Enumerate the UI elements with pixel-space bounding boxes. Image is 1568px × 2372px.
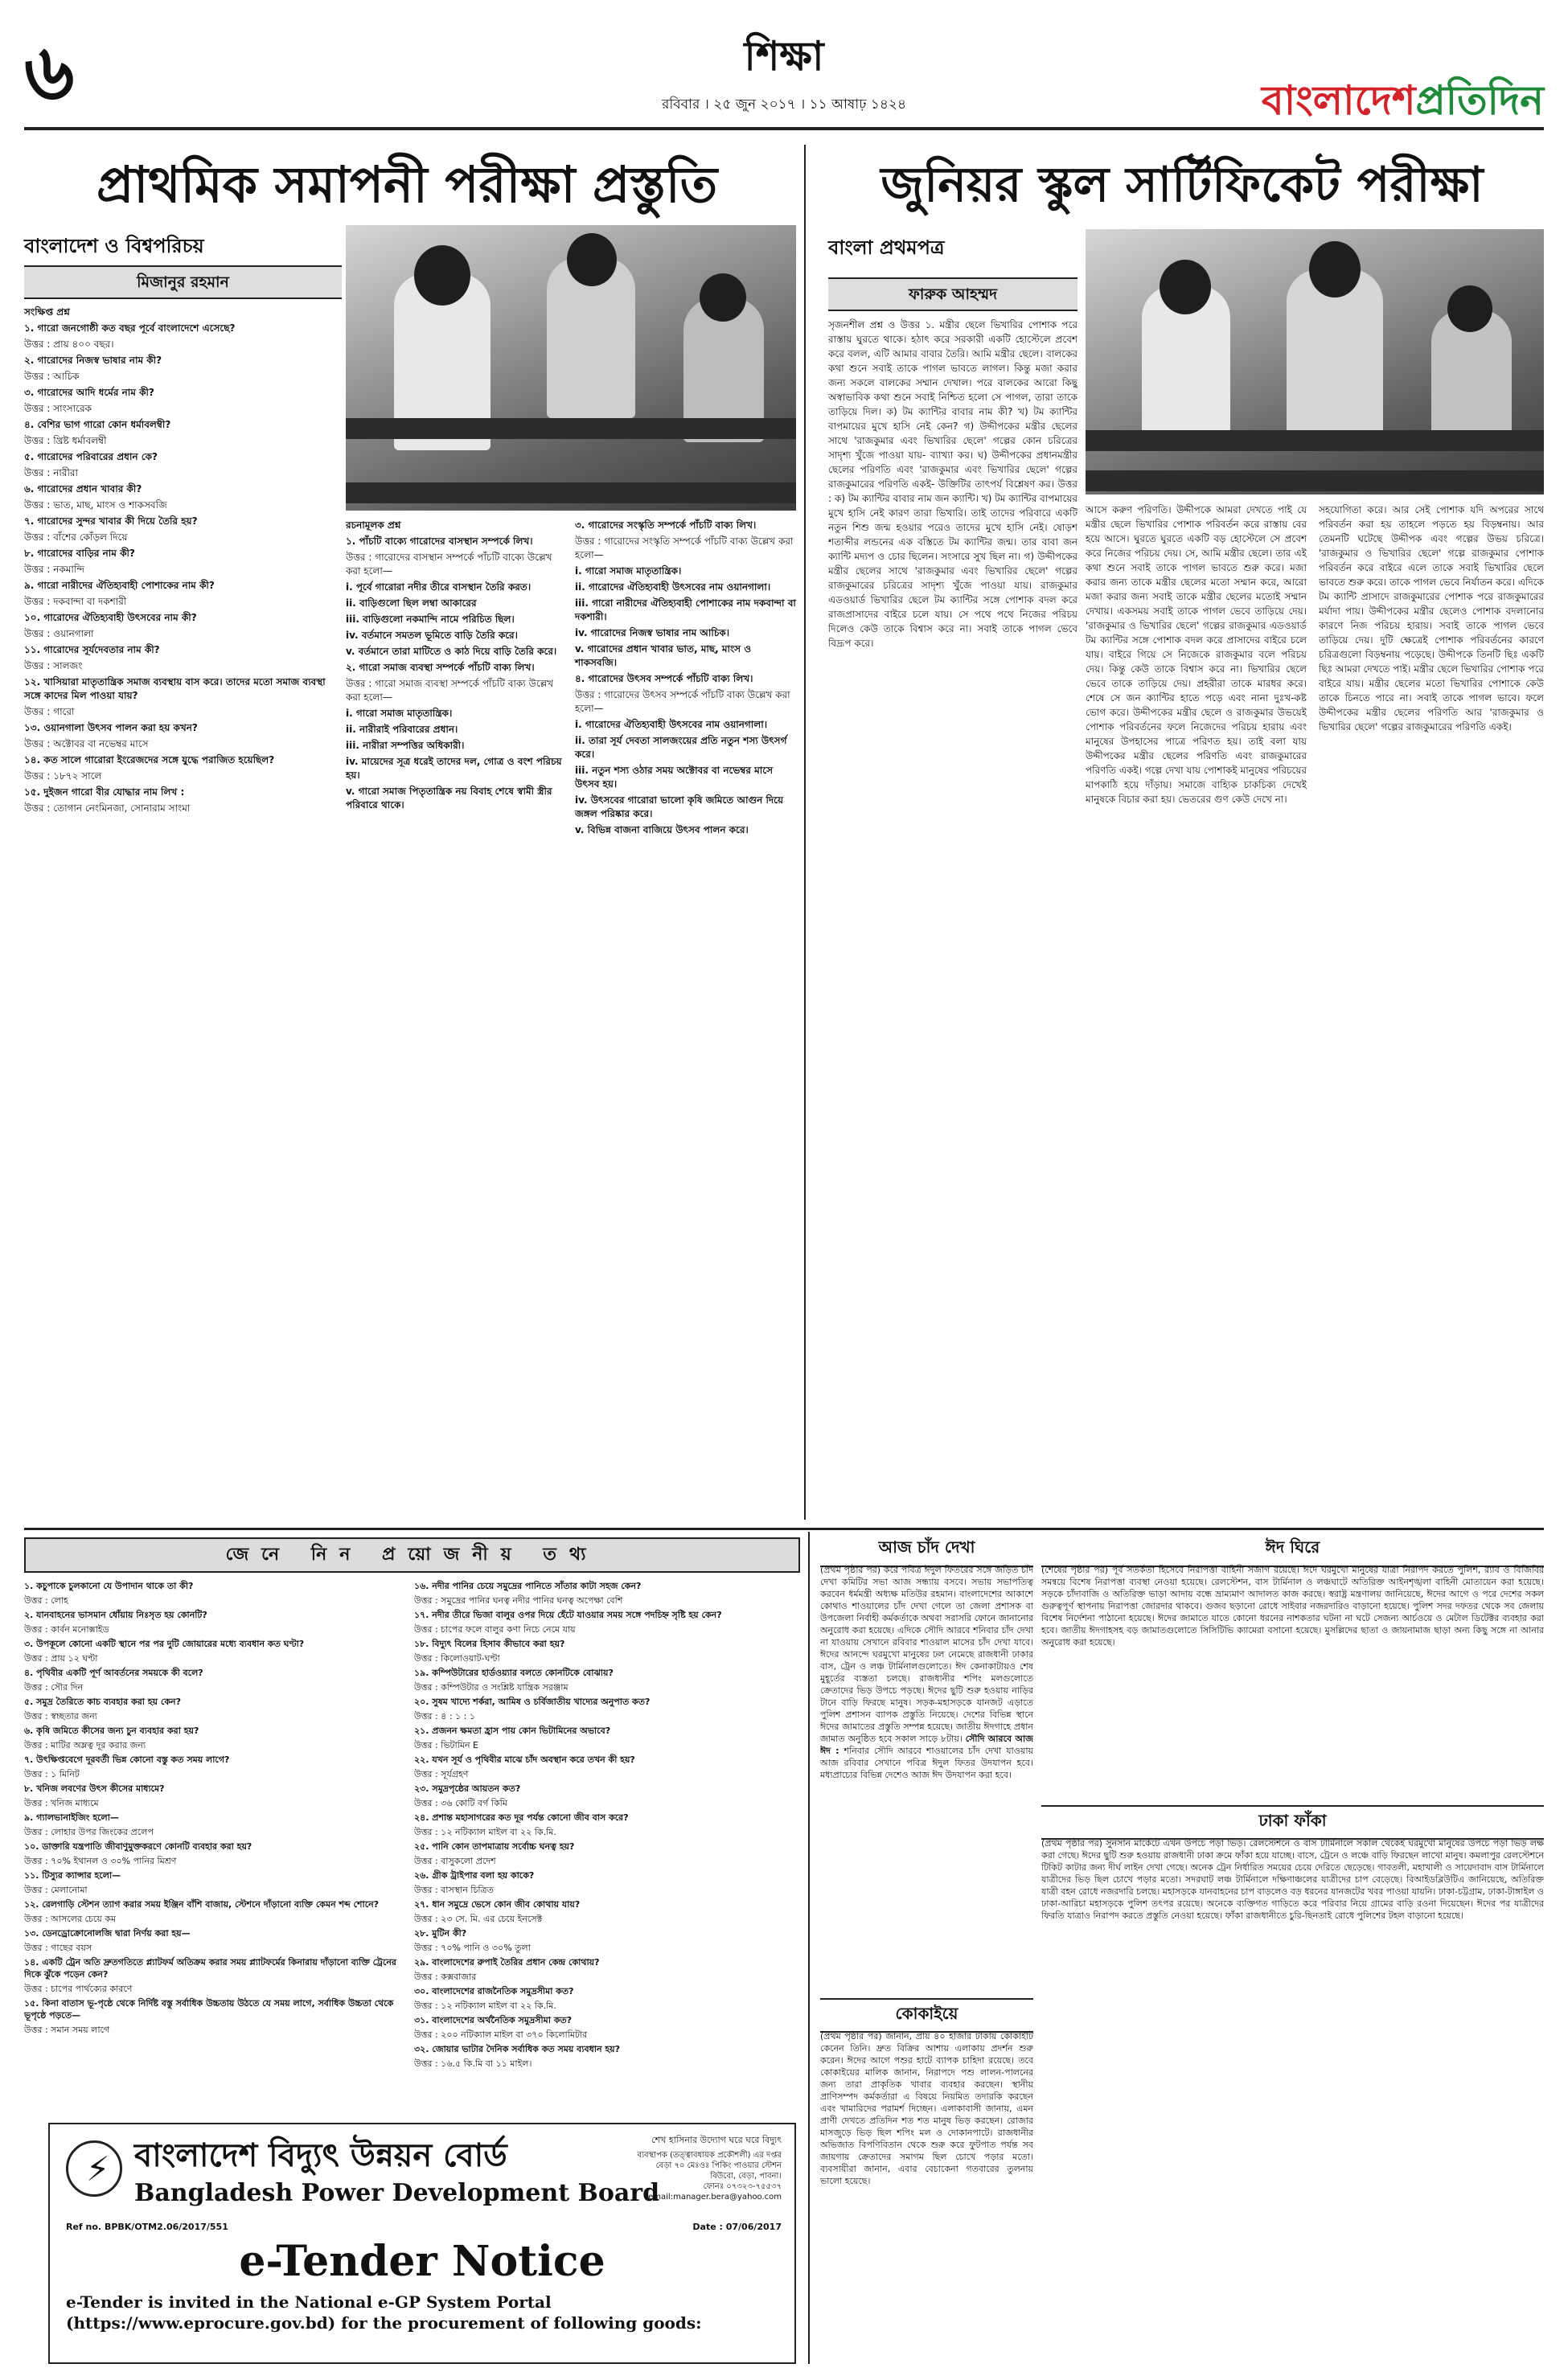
gk-line: ৩. উপকূলে কোনো একটি স্থানে পর পর দুটি জোয়ারের মধ্যে ব্যবধান কত ঘণ্টা?: [24, 1639, 305, 1649]
gk-line: ১৯. কম্পিউটারের হার্ডওয়্যার বলতে কোনটিকে বোঝায়?: [414, 1668, 614, 1678]
gk-line: ১১. টিস্যুর ক্যান্সার হলো—: [24, 1870, 121, 1881]
kokatu-text: (প্রথম পৃষ্ঠার পর) জানান, প্রায় ৪০ হাজার টাকায় কোকাইটি কেনেন তিনি। দ্রুত বিক্রির আশায় এলাকায় প্রদর্শন শুরু করেন। ঈদের আগে পশুর হাটে ব্যাপক চাহিদা রয়েছে। তবে কোকাইয়ের মালিক জানান, নিরাপদে পশু লালন-পালনের জন্য তারা প্রাকৃতিক খাবার ব্যবহার করছেন। স্থানীয় প্রাণিসম্পদ কর্মকর্তারা এ বিষয়ে নিয়মিত তদারকি করছেন এবং খামারিদের পরামর্শ দিচ্ছেন। এলাকাবাসী জানায়, এমন প্রাণী দেখতে প্রতিদিন শত শত মানুষ ভিড় করছেন। রোজার মাসজুড়ে ভিড় ছিল শপিং মল ও দোকানপাটে। রাজধানীর অভিজাত বিপণিবিতান থেকে শুরু করে ফুটপাত পর্যন্ত সব জায়গায় ক্রেতাদের সমাগম ছিল চোখে পড়ার মতো। ব্যবসায়ীরা জানান, এবার বেচাকেনা গতবারের তুলনায় ভালো হয়েছে।: [820, 2031, 1033, 2186]
tender-office: [613, 2150, 782, 2202]
gk-line: ২৫. পানি কোন তাপমাত্রায় সর্বোচ্চ ঘনত্ব হয়?: [414, 1841, 575, 1852]
qa-line: উত্তর : অক্টোবর বা নভেম্বর মাসে: [24, 738, 149, 749]
gk-line: উত্তর : কম্পিউটার ও সংশ্লিষ্ট যান্ত্রিক সরঞ্জাম: [414, 1682, 569, 1693]
gk-line: উত্তর : বাসস্থান চিত্রিত: [414, 1885, 494, 1895]
creative-line: উত্তর : গারোদের সংস্কৃতি সম্পর্কে পাঁচটি বাক্য উল্লেখ করা হলো—: [575, 536, 794, 560]
office-line: ব্যবস্থাপক (তত্ত্বাবধায়ক প্রকৌশলী) এর দপ্তর: [637, 2151, 782, 2160]
tender-date: Date : 07/06/2017: [692, 2222, 782, 2232]
creative-line: i. গারোদের ঐতিহ্যবাহী উৎসবের নাম ওয়ানগালা।: [575, 719, 767, 730]
gk-line: ২৪. প্রশান্ত মহাসাগরের কত দূর পর্যন্ত কোনো জীব বাস করে?: [414, 1812, 629, 1823]
gk-title: জেনে নিন প্রয়োজনীয় তথ্য: [225, 1545, 599, 1565]
qa-line: উত্তর : গারো: [24, 706, 75, 717]
creative-line: iii. বাড়িগুলো নকমান্দি নামে পরিচিত ছিল।: [346, 614, 515, 625]
right-author: ফারুক আহম্মদ: [908, 285, 998, 303]
gk-line: উত্তর : সূর্যগ্রহণ: [414, 1769, 469, 1779]
dhaka-text: (প্রথম পৃষ্ঠার পর) সুনসান মার্কেটে এখন উপচে পড়া ভিড়। রেলস্টেশনে ও বাস টার্মিনালে সকাল থেকেই ঘরমুখো মানুষের উপচে পড়া ভিড় লক্ষ করা গেছে। ঈদের ছুটি শুরু হওয়ায় রাজধানী ঢাকা ক্রমে ফাঁকা হয়ে যাচ্ছে। বাসে, ট্রেনে ও লঞ্চে বাড়ি ফিরছেন লাখো মানুষ। কমলাপুর রেলস্টেশনে টিকিট কাটার জন্য দীর্ঘ লাইন দেখা গেছে। অনেক ট্রেন নির্ধারিত সময়ের চেয়ে দেরিতে ছেড়েছে। গাবতলী, মহাখালী ও সায়েদাবাদ বাস টার্মিনালে যাত্রীদের ভিড় ছিল চোখে পড়ার মতো। সদরঘাট লঞ্চ টার্মিনালে দক্ষিণাঞ্চলের যাত্রীদের চাপ বেড়েছে। বিআইডব্লিউটিএ জানিয়েছে, অতিরিক্ত যাত্রী বহন রোধে নজরদারি চলছে। মহাসড়কে যানবাহনের চাপ বাড়লেও বড় ধরনের যানজটের খবর পাওয়া যায়নি। ঢাকা-চট্টগ্রাম, ঢাকা-টাঙ্গাইল ও ঢাকা-আরিচা মহাসড়কে পুলিশ তৎপর রয়েছে। অনেকে ব্যক্তিগত গাড়িতে করে পরিবার নিয়ে গ্রামের বাড়ি রওনা দিয়েছেন। ঈদের পর যাত্রীদের ফিরতি যাত্রাও নিরাপদ করতে প্রস্তুতি নেওয়া হয়েছে। ফাঁকা রাজধানীতে চুরি-ছিনতাই রোধে পুলিশের টহল বাড়ানো হয়েছে।: [1041, 1838, 1544, 1921]
qa-line: উত্তর : নারীরা: [24, 467, 78, 478]
gk-line: ৫. সমুদ্র তৈরিতে কাচ ব্যবহার করা হয় কেন?: [24, 1697, 181, 1707]
creative-line: iii. গারো নারীদের ঐতিহ্যবাহী পোশাকের নাম দকবান্দা বা দকশারী।: [575, 597, 796, 622]
brand-logo: [1206, 76, 1544, 125]
gk-line: উত্তর : বাসুকলো প্রদেশ: [414, 1856, 496, 1866]
right-col3-text: সহযোগিতা করে। আর সেই পোশাক যদি অপরের সাথে পরিবর্তন করা হয় তাহলে পড়তে হয় বিড়ম্বনায়। আর তেমনটি ঘটেছে উদ্দীপক এবং গল্পের উভয় চরিত্রে। 'রাজকুমার ও ভিখারির ছেলে' গল্পে রাজকুমার পোশাক পরিবর্তন করে বাইরে এলে তাকে সবাই ভিখারির ছেলে ভাবতে শুরু করে। তাকে পাগল ভেবে নির্যাতন করে। এদিকে টম ক্যান্টি প্রাসাদে রাজকুমারের পোশাক পরে রাজকুমারের মর্যাদা পায়। উদ্দীপকের মন্ত্রীর ছেলেও পোশাক বদলানোর কারণে নিজ পরিচয় হারায়। সবাই তাকে পাগল ভেবে তাড়িয়ে দেয়। দুটি ক্ষেত্রেই পোশাক পরিবর্তনের কারণে চরিত্রগুলো বিড়ম্বনায় পড়েছে। উদ্দীপকে তিনটি ছিঃ একটি ছিঃ আমরা দেখতে পাই। মন্ত্রীর ছেলে ভিখারির পোশাক পরে বাইরে যায়। মন্ত্রীর ছেলের মতো ভিখারির পোশাকে কেউ তাকে চিনতে পারে না। সবাই তাকে পাগল ভাবে। ফলে উদ্দীপকের মন্ত্রীর ছেলের পরিণতি আর 'রাজকুমার ও ভিখারির ছেলে' গল্পের রাজকুমারের পরিণতি একই।: [1319, 504, 1544, 733]
qa-line: উত্তর : ভাত, মাছ, মাংস ও শাকসবজি: [24, 499, 167, 511]
qa-line: ১১. গারোদের সূর্যদেবতার নাম কী?: [24, 644, 160, 655]
qa-line: ১. গারো জনগোষ্ঠী কত বছর পূর্বে বাংলাদেশে এসেছে?: [24, 322, 236, 334]
creative-line: ৩. গারোদের সংস্কৃতি সম্পর্কে পাঁচটি বাক্য লিখ।: [575, 519, 757, 531]
creative-title: রচনামূলক প্রশ্ন: [346, 519, 401, 531]
qa-line: উত্তর : আচিক: [24, 371, 80, 382]
gk-line: উত্তর : সৌর দিন: [24, 1682, 84, 1693]
qa-list: [24, 322, 339, 815]
qa-line: ৪. বেশির ভাগ গারো কোন ধর্মাবলম্বী?: [24, 419, 171, 430]
gk-line: ১২. রেলগাড়ি স্টেশন ত্যাগ করার সময় ইঞ্জিন বাঁশি বাজায়, স্টেশনে দাঁড়ানো ব্যক্তি কেমন শব্দ শোনে?: [24, 1899, 380, 1910]
gk-line: উত্তর : স্বচ্ছতার জন্য: [24, 1711, 97, 1722]
gk-line: ২৮. মুটিন কী?: [414, 1928, 467, 1939]
gk-line: ১০. ডাক্তারি যন্ত্রপাতি জীবাণুমুক্তকরণে কোনটি ব্যবহার করা হয়?: [24, 1841, 252, 1852]
brand-part2: প্রতিদিন: [1415, 77, 1544, 124]
moon-title: আজ চাঁদ দেখা: [820, 1536, 1033, 1567]
gk-col2: [414, 1580, 800, 2115]
tender-notice: [48, 2123, 796, 2364]
qa-line: উত্তর : বাঁশের কোঁড়ল দিয়ে: [24, 531, 128, 543]
creative-line: উত্তর : গারো সমাজ ব্যবস্থা সম্পর্কে পাঁচটি বাক্য উল্লেখ করা হলো—: [346, 678, 554, 703]
gk-line: উত্তর : ৪ : ১ : ১: [414, 1711, 475, 1722]
tender-org-en: Bangladesh Power Development Board: [134, 2179, 660, 2207]
creative-line: iii. নতুন শস্য ওঠার সময় অক্টোবর বা নভেম্বর মাসে উৎসব হয়।: [575, 765, 774, 790]
creative-line: i. পূর্বে গারোরা নদীর তীরে বাসস্থান তৈরি করত।: [346, 581, 532, 593]
page-number: ৬: [24, 27, 75, 117]
gk-line: ১৬. নদীর পানির চেয়ে সমুদ্রের পানিতে সাঁতার কাটা সহজ কেন?: [414, 1581, 642, 1591]
qa-lead: সংক্ষিপ্ত প্রশ্ন: [24, 306, 70, 318]
kokatu-title: কোকাইয়ে: [820, 1998, 1033, 2033]
creative-line: iv. গারোদের নিজস্ব ভাষার নাম আচিক।: [575, 627, 730, 638]
gk-line: উত্তর : ১২ নটিক্যাল মাইল বা ২২ কি.মি.: [414, 2001, 556, 2011]
dateline: রবিবার । ২৫ জুন ২০১৭ । ১১ আষাঢ় ১৪২৪: [661, 96, 907, 113]
gk-top-rule: [24, 1528, 1544, 1530]
moon-subhead: সৌদি আরবে আজ ঈদ :: [820, 1734, 1033, 1756]
qa-line: ৩. গারোদের আদি ধর্মের নাম কী?: [24, 387, 154, 398]
gk-line: উত্তর : কার্বন মনোক্সাইড: [24, 1624, 109, 1635]
gk-line: ৪. পৃথিবীর একটি পূর্ণ আবর্তনের সময়কে কী বলে?: [24, 1668, 203, 1678]
section-name: শিক্ষা: [744, 33, 824, 80]
left-author: মিজানুর রহমান: [137, 273, 229, 291]
qa-line: ৮. গারোদের বাড়ির নাম কী?: [24, 548, 135, 559]
gk-col1: [24, 1580, 402, 2115]
gk-line: উত্তর : চাপের পার্থক্যের কারণে: [24, 1984, 133, 1994]
creative-line: i. গারো সমাজ মাতৃতান্ত্রিক।: [575, 565, 682, 577]
gk-line: ১৩. ডেনড্রোক্রোনোলজি দ্বারা নির্ণয় করা হয়—: [24, 1928, 191, 1939]
gk-line: উত্তর : লোহার উপর জিংকের প্রলেপ: [24, 1827, 154, 1837]
exam-photo-left: [346, 225, 796, 511]
gk-line: ১৭. নদীর তীরে ভিজা বালুর ওপর দিয়ে হেঁটে যাওয়ার সময় সঙ্গে পদচিহ্ন সৃষ্টি হয় কেন?: [414, 1610, 722, 1620]
gk-line: ১৫. কিনা বাতাস ভূ-পৃষ্ঠে থেকে নির্দিষ্ট বস্তু সর্বাধিক উচ্চতায় উঠতে যে সময় লাগে, সর্বাধিক উচ্চতা থেকে ভূপৃষ্ঠে পড়তে—: [24, 1998, 394, 2021]
qa-line: উত্তর : দকবান্দা বা দকশারী: [24, 596, 127, 607]
creative-line: v. গারোদের প্রধান খাবার ভাত, মাছ, মাংস ও শাকসবজি।: [575, 643, 752, 668]
creative-line: v. বর্তমানে তারা মাটিতে ও কাঠ দিয়ে বাড়ি তৈরি করে।: [346, 646, 557, 657]
gk-line: উত্তর : ৭০% ইথানল ও ৩০% পানির মিশ্রণ: [24, 1856, 177, 1866]
tender-org-bn: বাংলাদেশ বিদ্যুৎ উন্নয়ন বোর্ড: [134, 2137, 507, 2174]
tender-motto: শেখ হাসিনার উদ্যোগ ঘরে ঘরে বিদ্যুৎ: [651, 2135, 782, 2145]
tender-title: e-Tender Notice: [239, 2237, 605, 2286]
qa-line: উত্তর : সালজং: [24, 660, 83, 671]
bpdb-logo: [66, 2140, 122, 2197]
gk-line: ৩০. বাংলাদেশের রাজনৈতিক সমুদ্রসীমা কত?: [414, 1986, 574, 1997]
gk-line: উত্তর : ২৩ সে. মি. এর চেয়ে ইনসেক্ট: [414, 1914, 543, 1924]
gk-line: উত্তর : চাপের ফলে বালুর কণা নিচে নেমে যায়: [414, 1624, 576, 1635]
creative-line: v. গারো সমাজ পিতৃতান্ত্রিক নয় বিবাহ শেষে স্বামী স্ত্রীর পরিবারে থাকে।: [346, 786, 552, 811]
qa-line: উত্তর : তোগান নেংমিনজা, সোনারাম সাংমা: [24, 802, 191, 814]
gk-line: উত্তর : ১ মিনিট: [24, 1769, 80, 1779]
left-subject: বাংলাদেশ ও বিশ্বপরিচয়: [24, 235, 204, 257]
creative-line: iv. বর্তমানে সমতল ভূমিতে বাড়ি তৈরি করে।: [346, 630, 518, 641]
gk-line: উত্তর : ২০০ নটিক্যাল মাইল বা ৩৭০ কিলোমিটার: [414, 2029, 588, 2040]
gk-line: উত্তর : গাছের বয়স: [24, 1943, 92, 1953]
qa-line: উত্তর : নকমান্দি: [24, 564, 84, 575]
gk-line: ২. যানবাহনের ভাসমান ধোঁয়ায় নিঃসৃত হয় কোনটি?: [24, 1610, 207, 1620]
gk-line: ১৪. একটি ট্রেন অতি দ্রুতগতিতে প্ল্যাটফর্ম অতিক্রম করার সময় প্ল্যাটফর্মের কিনারায় দাঁড়ানো ব্যক্তি ট্রেনের দিকে ঝুঁকে পড়েন কেন?: [24, 1957, 396, 1980]
gk-line: ১. কচুপাকে চুলকানো যে উপাদান থাকে তা কী?: [24, 1581, 194, 1591]
gk-line: ২০. সুষম খাদ্যে শর্করা, আমিষ ও চর্বিজাতীয় খাদ্যের অনুপাত কত?: [414, 1697, 651, 1707]
qa-line: উত্তর : খ্রিষ্ট ধর্মাবলম্বী: [24, 435, 107, 446]
creative-line: উত্তর : গারোদের বাসস্থান সম্পর্কে পাঁচটি বাক্যে উল্লেখ করা হলো—: [346, 552, 552, 577]
creative-line: ১. পাঁচটি বাক্যে গারোদের বাসস্থান সম্পর্কে লিখ।: [346, 536, 533, 547]
creative-col2: [575, 519, 796, 839]
right-col2-text: আসে করুণ পরিণতি। উদ্দীপকে আমরা দেখতে পাই যে মন্ত্রীর ছেলে ভিখারির পোশাক পরিবর্তন করে রাস্তায় বের হয়ে আসে। ঘুরতে ঘুরতে একটি বড় হোস্টেলে সে প্রবেশ করে নিজের পরিচয় দেয়। সে, আমি মন্ত্রীর ছেলে। তার এই কথা শুনে সবাই তাকে পাগল ভাবতে শুরু করে। মজা করার জন্য তাকে মন্ত্রীর ছেলের মতো সম্মান করে, আরো মজা করার জন্য সবাই তাকে মন্ত্রীর ছেলের মতোই সম্মান দেখায়। একসময় সবাই তাকে পাগল ভেবে তাড়িয়ে দেয়। 'রাজকুমার ও ভিখারির ছেলে' গল্পের রাজকুমার এডওয়ার্ড টম ক্যান্টির সঙ্গে পোশাক বদল করে প্রাসাদের বাইরে চলে যায়। বাইরে গিয়ে সে নিজেকে রাজকুমার বলে পরিচয় দেয়। কিন্তু কেউ তাকে বিশ্বাস করে না। ভিখারির ছেলে ভেবে তাকে তাড়িয়ে দেয়। প্রহরীরা তাকে মারধর করে। শেষে সে জন ক্যান্টির হাতে পড়ে এবং নানা দুঃখ-কষ্ট ভোগ করে। উদ্দীপকের মন্ত্রীর ছেলে ও রাজকুমার উভয়েই পোশাক পরিবর্তনের ফলে নিজেদের পরিচয় হারায় এবং মানুষের উপহাসের পাত্রে পরিণত হয়। তাই বলা যায় উদ্দীপকের মন্ত্রীর ছেলের পরিণতি এবং রাজকুমারের পরিণতি একই। গল্পে দেখা যায় পোশাকই মানুষের পরিচয়ের মাপকাঠি হয়ে দাঁড়ায়। সমাজে বাহ্যিক চাকচিক্য দেখেই মানুষকে বিচার করা হয়। ভেতরের গুণ কেউ দেখে না।: [1086, 504, 1307, 805]
gk-line: উত্তর : ১২ নটিক্যাল মাইল বা ২২ কি.মি.: [414, 1827, 556, 1837]
creative-line: iv. মায়েদের সূত্র ধরেই তাদের দল, গোত্র ও বংশ পরিচয় হয়।: [346, 756, 562, 781]
brand-part1: বাংলাদেশ: [1261, 77, 1416, 124]
moon-body: (প্রথম পৃষ্ঠার পর) করে পবিত্র ঈদুল ফিতরের সঙ্গে জড়িত চাঁদ দেখা কমিটির সভা আজ সন্ধ্যায় বসবে। সভায় সভাপতিত্ব করবেন ধর্মমন্ত্রী অধ্যক্ষ মতিউর রহমান। বাংলাদেশের আকাশে কোথাও শাওয়ালের চাঁদ দেখা গেলে তা জেলা প্রশাসক বা উপজেলা নির্বাহী কর্মকর্তাকে অথবা সরাসরি ফোনে জানানোর অনুরোধ করা হয়েছে। এদিকে সৌদি আরবে শনিবার চাঁদ দেখা না যাওয়ায় সেখানে রবিবার শাওয়াল মাসের চাঁদ দেখা যাবে। ঈদের আনন্দে ঘরমুখো মানুষের ঢল নেমেছে রাজধানী ঢাকার বাস, ট্রেন ও লঞ্চ টার্মিনালগুলোতে। ঈদ কেনাকাটায়ও শেষ মুহূর্তের ব্যস্ততা চলছে। রাজধানীর শপিং মলগুলোতে ক্রেতাদের ভিড় উপচে পড়ছে। ঈদের ছুটি শুরু হওয়ায় নাড়ির টানে বাড়ি ফিরছে মানুষ। সড়ক-মহাসড়কে যানজট এড়াতে পুলিশ প্রশাসন ব্যাপক প্রস্তুতি নিয়েছে। দেশের বিভিন্ন স্থানে ঈদের জামাতের প্রস্তুতি সম্পন্ন হয়েছে। জাতীয় ঈদগাহে প্রধান জামাত অনুষ্ঠিত হবে সকাল সাড়ে ৮টায়।: [820, 1565, 1033, 1744]
dhaka-title: ঢাকা ফাঁকা: [1041, 1805, 1544, 1840]
qa-line: ১৪. কত সালে গারোরা ইংরেজদের সঙ্গে যুদ্ধে পরাজিত হয়েছিল?: [24, 754, 275, 765]
eid-title: ঈদ ঘিরে: [1041, 1536, 1544, 1567]
office-line: বিউবো, বেড়া, পাবনা।: [710, 2172, 782, 2181]
creative-line: iv. উৎসবের গারোরা ভালো কৃষি জমিতে আগুন দিয়ে জঙ্গল পরিষ্কার করে।: [575, 794, 784, 819]
left-qa-column: [24, 306, 339, 818]
gk-line: উত্তর : ৩৬ কোটি বর্গ কিমি: [414, 1798, 507, 1808]
qa-line: উত্তর : সাংসারেক: [24, 403, 92, 414]
creative-line: ii. গারোদের ঐতিহ্যবাহী উৎসবের নাম ওয়ানগালা।: [575, 581, 771, 593]
gk-line: ২৯. বাংলাদেশের রুপাই তৈরির প্রধান কেন্দ্র কোথায়?: [414, 1957, 600, 1968]
gk-line: উত্তর : মেলানোমা: [24, 1885, 88, 1895]
qa-line: ৯. গারো নারীদের ঐতিহ্যবাহী পোশাকের নাম কী?: [24, 580, 215, 591]
gk-line: উত্তর : সমান সময় লাগে: [24, 2025, 110, 2035]
tender-intro: e-Tender is invited in the National e-GP System Portal (https://www.eprocure.gov.bd) for the procurement of following goods:: [66, 2292, 702, 2333]
gk-line: ৩১. বাংলাদেশের অর্থনৈতিক সমুদ্রসীমা কত?: [414, 2015, 573, 2025]
gk-line: ২১. প্রজনন ক্ষমতা হ্রাস পায় কোন ভিটামিনের অভাবে?: [414, 1726, 611, 1736]
gk-line: ২৭. ধান সমুদ্রে ভেসে কোন জীব কোথায় যায়?: [414, 1899, 581, 1910]
gk-line: উত্তর : কক্সবাজার: [414, 1972, 477, 1982]
gk-line: উত্তর : লোহ: [24, 1595, 68, 1606]
right-subject: বাংলা প্রথমপত্র: [828, 236, 945, 259]
gk-line: উত্তর : আসলের চেয়ে কম: [24, 1914, 117, 1924]
gk-line: উত্তর : ভিটামিন E: [414, 1740, 478, 1750]
qa-line: উত্তর : ওয়ানগালা: [24, 628, 94, 639]
moon-text: [820, 1564, 1033, 1990]
gk-line: উত্তর : ১৬.৫ কি.মি বা ১১ মাইল।: [414, 2058, 532, 2069]
qa-line: ৭. গারোদের সুন্দর খাবার কী দিয়ে তৈরি হয়?: [24, 515, 198, 527]
gk-line: ২৬. গ্রীক ট্রাইপার বলা হয় কাকে?: [414, 1870, 535, 1881]
gk-line: উত্তর : প্রায় ১২ ঘণ্টা: [24, 1653, 98, 1664]
qa-line: ১০. গারোদের ঐতিহ্যবাহী উৎসবের নাম কী?: [24, 612, 197, 623]
exam-photo-right: [1086, 229, 1544, 495]
creative-line: v. বিভিন্ন বাজনা বাজিয়ে উৎসব পালন করে।: [575, 824, 749, 835]
gk-line: উত্তর : কিলোওয়াট-ঘণ্টা: [414, 1653, 500, 1664]
creative-col1: [346, 519, 567, 815]
gk-line: ২৩. সমুদ্রপৃষ্ঠের আয়তন কত?: [414, 1783, 521, 1794]
gk-line: ৯. গ্যালভানাইজিং হলো—: [24, 1812, 119, 1823]
office-line: ফোনঃ ০৭৩২৩-৭৫৫৩৭: [703, 2182, 782, 2191]
left-banner: প্রাথমিক সমাপনী পরীক্ষা প্রস্তুতি: [96, 155, 718, 214]
gk-line: ৭. উৎক্ষিপ্তবেগে দূরবর্তী ভিন্ন কোনো বস্তু কত সময় লাগে?: [24, 1754, 230, 1765]
qa-line: ৬. গারোদের প্রধান খাবার কী?: [24, 483, 142, 495]
gk-line: উত্তর : ৭০% পানি ও ৩০% তুলা: [414, 1943, 531, 1953]
office-line: বেড়া ৭০ মেঃওঃ পিকিং পাওয়ার স্টেশন: [655, 2161, 782, 2170]
qa-line: ১২. খাসিয়ারা মাতৃতান্ত্রিক সমাজ ব্যবস্থায় বাস করে। তাদের মতো সমাজ ব্যবস্থা সঙ্গে কাদের মিল পাওয়া যায়?: [24, 676, 326, 701]
right-author-box: [828, 277, 1077, 311]
office-line: email:manager.bera@yahoo.com: [648, 2193, 782, 2202]
qa-line: ২. গারোদের নিজস্ব ভাষার নাম কী?: [24, 355, 162, 366]
qa-line: ১৫. দুইজন গারো বীর যোদ্ধার নাম লিখ :: [24, 786, 185, 798]
gk-line: ১৮. বিদ্যুৎ বিলের হিসাব কীভাবে করা হয়?: [414, 1639, 565, 1649]
creative-line: iii. নারীরা সম্পত্তির অধিকারী।: [346, 740, 465, 751]
gk-line: ৮. খনিজ লবণের উৎস কীসের মাধ্যমে?: [24, 1783, 165, 1794]
gk-title-bar: [24, 1537, 800, 1573]
news-divider: [808, 1532, 810, 2364]
gk-line: ৬. কৃষি জমিতে কীসের জন্য চুন ব্যবহার করা হয়?: [24, 1726, 199, 1736]
moon-sub-body: শনিবার সৌদি আরবে শাওয়ালের চাঁদ দেখা যাওয়ায় আজ রবিবার সেখানে পবিত্র ঈদুল ফিতর উদযাপন হবে। মধ্যপ্রাচ্যের বিভিন্ন দেশেও আজ ঈদ উদযাপন করা হবে।: [820, 1746, 1033, 1780]
creative-line: উত্তর : গারোদের উৎসব সম্পর্কে পাঁচটি বাক্য উল্লেখ করা হলো—: [575, 689, 790, 714]
creative-line: ২. গারো সমাজ ব্যবস্থা সম্পর্কে পাঁচটি বাক্য লিখ।: [346, 662, 535, 673]
gk-line: ২২. যখন সূর্য ও পৃথিবীর মাঝে চাঁদ অবস্থান করে তখন কী হয়?: [414, 1754, 635, 1765]
qa-line: ৫. গারোদের পরিবারের প্রধান কে?: [24, 451, 158, 462]
gk-line: উত্তর : মাটির অম্লত্ব দূর করার জন্য: [24, 1740, 146, 1750]
qa-line: উত্তর : প্রায় ৪০০ বছর।: [24, 339, 114, 350]
eid-text: (শেষের পৃষ্ঠার পর) পূর্ব সতর্কতা হিসেবে নিরাপত্তা বাহিনী সজাগ রয়েছে। ঈদে ঘরমুখো মানুষের যাত্রা নিরাপদ করতে পুলিশ, র‌্যাব ও বিজিবির সমন্বয়ে বিশেষ নিরাপত্তা ব্যবস্থা নেওয়া হয়েছে। রেলস্টেশন, বাস টার্মিনাল ও লঞ্চঘাটে অতিরিক্ত আইনশৃঙ্খলা বাহিনী মোতায়েন করা হয়েছে। সড়কে চাঁদাবাজি ও অতিরিক্ত ভাড়া আদায় বন্ধে ভ্রাম্যমাণ আদালত কাজ করছে। স্বরাষ্ট্র মন্ত্রণালয় জানিয়েছে, ঈদের আগে ও পরে দেশের সকল গুরুত্বপূর্ণ স্থাপনায় নিরাপত্তা জোরদার থাকবে। গুজব ছড়ানো রোধে সাইবার নজরদারিও বাড়ানো হয়েছে। পুলিশ সদর দফতর থেকে সব জেলায় বিশেষ নির্দেশনা পাঠানো হয়েছে। ঈদের জামাতে যাতে কোনো ধরনের নাশকতার ঘটনা না ঘটে সেজন্য আর্চওয়ে ও মেটাল ডিটেক্টর ব্যবহার করা হবে। জাতীয় ঈদগাহসহ বড় জামাতগুলোতে সিসিটিভি ক্যামেরা বসানো হয়েছে। মুসল্লিদের ছাতা ও জায়নামাজ ছাড়া অন্য কিছু সঙ্গে না আনার অনুরোধ করা হয়েছে।: [1041, 1565, 1544, 1648]
right-banner: জুনিয়র স্কুল সার্টিফিকেট পরীক্ষা: [880, 157, 1484, 213]
gk-line: উত্তর : খনিজ মাধ্যমে: [24, 1798, 99, 1808]
creative-line: ii. বাড়িগুলো ছিল লম্বা আকারের: [346, 597, 477, 609]
right-col1-text: সৃজনশীল প্রশ্ন ও উত্তর ১. মন্ত্রীর ছেলে ভিখারির পোশাক পরে রাস্তায় ঘুরতে থাকে। হঠাৎ করে সরকারী একটি হোস্টেলে প্রবেশ করে বলল, এটি আমার বাবার তৈরি। আমি মন্ত্রীর ছেলে। বালকের কথা শুনে সবাই তাকে পাগল ভাবতে লাগল। কিন্তু মজা করার জন্য সকলে বালকের সম্মান দেখাল। পরে বালকের আরো কিছু অস্বাভাবিক কথা শুনে সবাই নিশ্চিত হলো সে পাগল, তারা তাকে তাড়িয়ে দিল। ক) টম ক্যান্টির বাবার নাম কী? খ) টম ক্যান্টির বাপমায়ের মুখে হাসি নেই কেন? গ) উদ্দীপকের মন্ত্রীর ছেলের সাথে 'রাজকুমার এবং ভিখারির ছেলে' গল্পের কোন চরিত্রের সাদৃশ্য খুঁজে পাওয়া যায়- ব্যাখ্যা কর। ঘ) উদ্দীপকের প্রধানমন্ত্রীর ছেলের পরিণতি এবং 'রাজকুমার এবং ভিখারির ছেলে' গল্পের রাজকুমারের পরিণতি একই- উক্তিটির তাৎপর্য বিশ্লেষণ কর। উত্তর : ক) টম ক্যান্টির বাবার নাম জন ক্যান্টি। খ) টম ক্যান্টির বাপমায়ের মুখে হাসি নেই কারণ তারা ভিখারি। তাই তাদের পরিবারে একটি নতুন শিশু জন্ম হওয়ার পরেও তাদের মুখে হাসি নেই। ষোড়শ শতাব্দীর লন্ডনের এক বস্তিতে টম ক্যান্টির জন্ম। তার বাবা জন ক্যান্টি মদ্যপ ও চোর ছিলেন। সংসারে সুখ ছিল না। গ) উদ্দীপকের মন্ত্রীর ছেলের সাথে 'রাজকুমার এবং ভিখারির ছেলে' গল্পের রাজকুমারের চরিত্রের সাদৃশ্য খুঁজে পাওয়া যায়। রাজকুমার এডওয়ার্ড ভিখারির ছেলে টম ক্যান্টির সঙ্গে পোশাক বদল করে রাজপ্রাসাদের বাইরে চলে যায়। সে পথে পথে নিজের পরিচয় দিলেও কেউ তাকে বিশ্বাস করে না। সবাই তাকে পাগল ভেবে বিদ্রূপ করে।: [828, 319, 1077, 649]
qa-line: উত্তর : ১৮৭২ সালে: [24, 770, 102, 782]
creative-line: ৪. গারোদের উৎসব সম্পর্কে পাঁচটি বাক্য লিখ।: [575, 673, 753, 684]
gk-line: ৩২. জোয়ার ভাটার দৈনিক সর্বাধিক কত সময় ব্যবধান হয়?: [414, 2044, 620, 2054]
creative-line: ii. নারীরাই পরিবারের প্রধান।: [346, 724, 458, 735]
center-divider: [804, 145, 806, 1520]
left-author-box: [24, 265, 342, 299]
bolt-icon: ⚡: [86, 2149, 110, 2189]
masthead-rule: [24, 127, 1544, 130]
qa-line: ১৩. ওয়ানগালা উৎসব পালন করা হয় কখন?: [24, 722, 198, 733]
creative-line: i. গারো সমাজ মাতৃতান্ত্রিক।: [346, 708, 453, 719]
gk-line: উত্তর : সমুদ্রের পানির ঘনত্ব নদীর পানির ঘনত্ব অপেক্ষা বেশি: [414, 1595, 623, 1606]
tender-ref: Ref no. BPBK/OTM2.06/2017/551: [66, 2222, 228, 2232]
creative-line: ii. তারা সূর্য দেবতা সালজংয়ের প্রতি নতুন শস্য উৎসর্গ করে।: [575, 735, 787, 760]
